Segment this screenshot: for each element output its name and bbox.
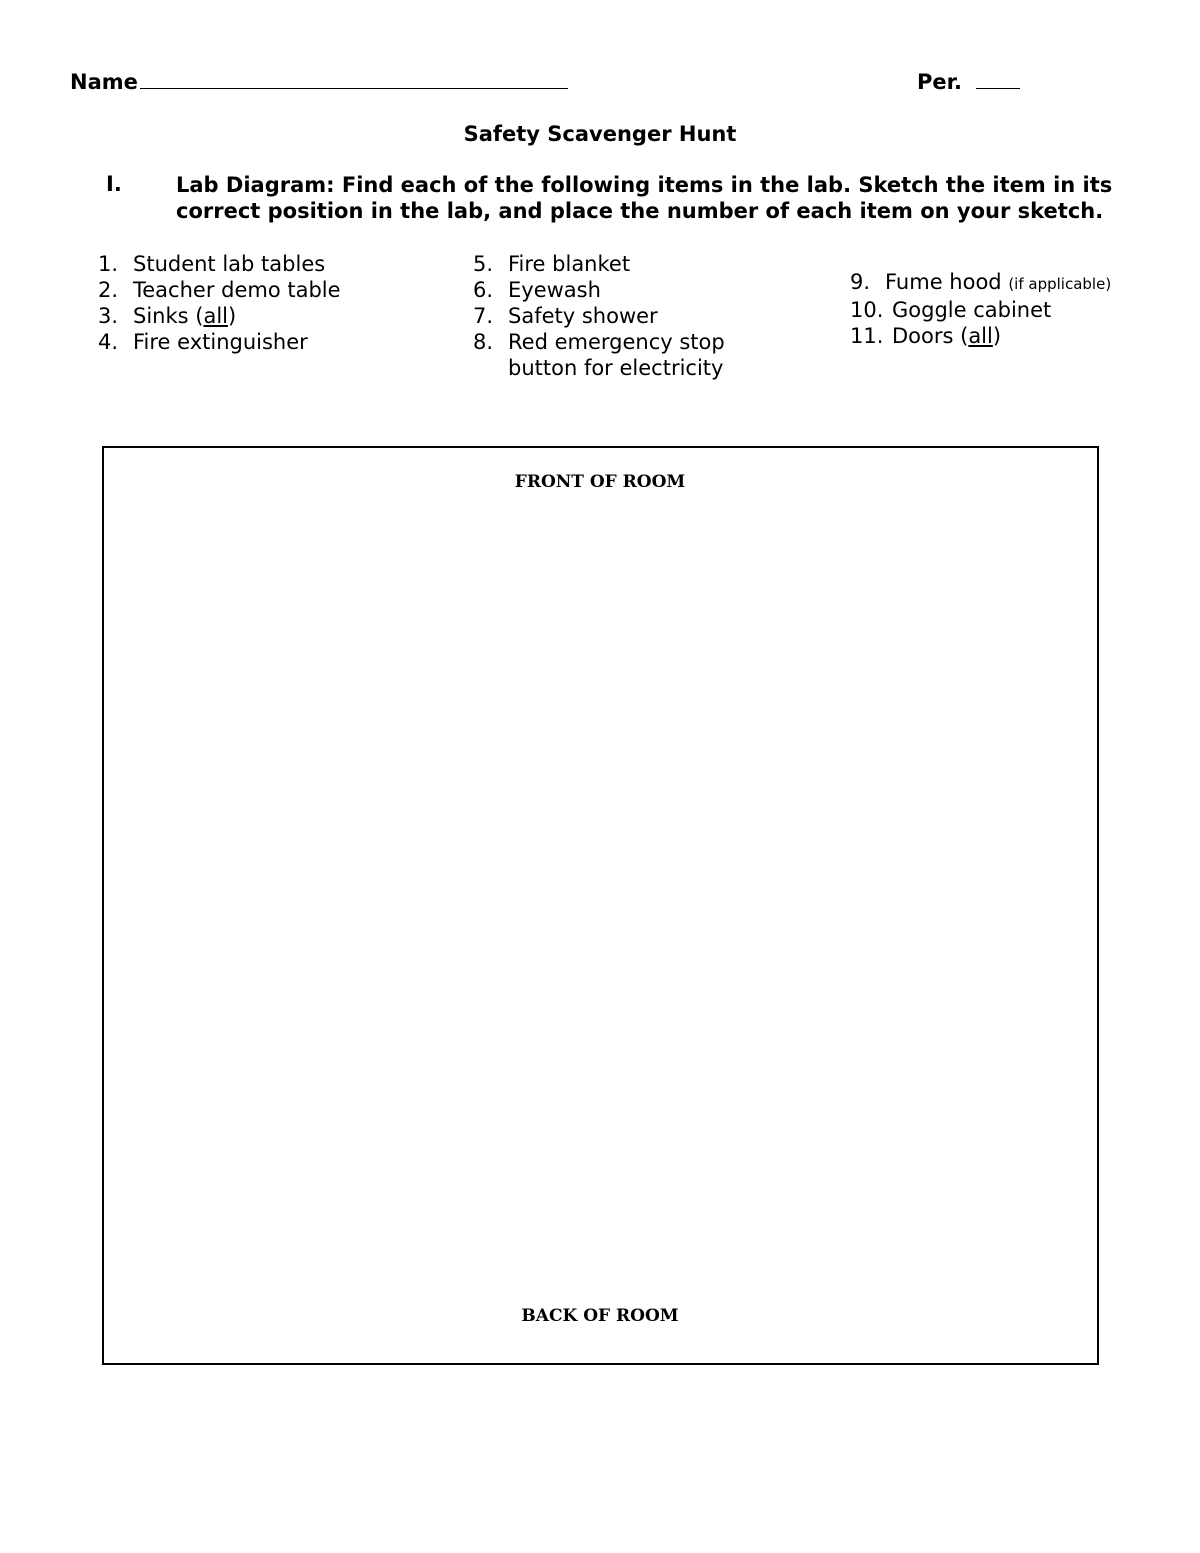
section-number: I. (106, 172, 122, 196)
item-label: Sinks (all) (133, 304, 237, 328)
item-emphasis: all (968, 324, 993, 348)
item-number: 11. (850, 324, 884, 348)
section-instructions: Lab Diagram: Find each of the following items in the lab. Sketch the item in its correct position in the lab, and place the number of each item on your sketch. (176, 173, 1113, 223)
name-blank-line[interactable] (140, 87, 568, 89)
item-label: Student lab tables (133, 252, 326, 276)
list-item (473, 329, 725, 355)
item-label: Fume hood (if applicable) (885, 270, 1112, 294)
item-emphasis: all (203, 304, 228, 328)
item-list-column-1 (98, 251, 341, 355)
item-number: 2. (98, 278, 119, 302)
list-item (850, 323, 1111, 349)
item-label: Teacher demo table (133, 278, 341, 302)
item-number: 1. (98, 252, 119, 276)
item-number: 10. (850, 298, 884, 322)
item-list-column-2 (473, 251, 725, 381)
item-note: (if applicable) (1008, 275, 1112, 293)
list-item (98, 329, 341, 355)
list-item (98, 277, 341, 303)
item-number: 5. (473, 252, 494, 276)
period-label: Per. (917, 70, 962, 94)
item-label: Eyewash (508, 278, 601, 302)
front-of-room-label: FRONT OF ROOM (514, 472, 686, 492)
item-label: Fire blanket (508, 252, 631, 276)
item-number: 6. (473, 278, 494, 302)
page-title: Safety Scavenger Hunt (463, 122, 737, 146)
item-label: Goggle cabinet (892, 298, 1052, 322)
period-field (917, 70, 1020, 94)
list-item (850, 269, 1111, 297)
item-label: Safety shower (508, 304, 658, 328)
name-label: Name (70, 70, 138, 94)
item-list-column-3 (850, 269, 1111, 349)
room-diagram-box[interactable] (102, 446, 1099, 1365)
item-label-continuation: button for electricity (508, 356, 724, 380)
name-field (70, 70, 568, 94)
period-blank-line[interactable] (976, 87, 1020, 89)
item-number: 7. (473, 304, 494, 328)
item-label: Red emergency stop (508, 330, 725, 354)
list-item (98, 303, 341, 329)
item-label: Doors (all) (892, 324, 1002, 348)
item-number: 3. (98, 304, 119, 328)
list-item (473, 277, 725, 303)
list-item (473, 251, 725, 277)
item-number: 4. (98, 330, 119, 354)
list-item (473, 303, 725, 329)
item-number: 8. (473, 330, 494, 354)
list-item (850, 297, 1111, 323)
list-item (98, 251, 341, 277)
item-number: 9. (850, 270, 871, 294)
item-label: Fire extinguisher (133, 330, 308, 354)
back-of-room-label: BACK OF ROOM (521, 1306, 679, 1326)
